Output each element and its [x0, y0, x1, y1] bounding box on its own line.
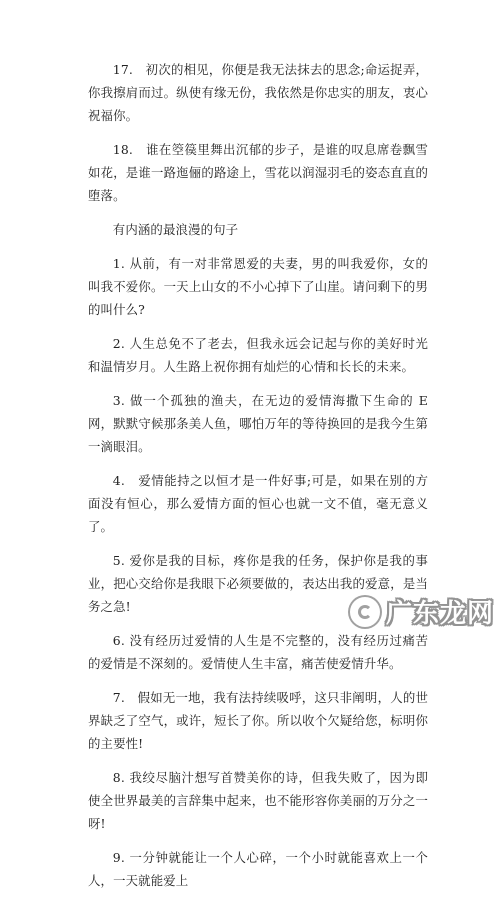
paragraph-17: 17. 初次的相见，你便是我无法抹去的思念;命运捉弄，你我擦肩而过。纵使有缘无份，我依然是你忠实的朋友，衷心祝福你。 — [88, 62, 428, 123]
section-heading: 有内涵的最浪漫的句子 — [112, 222, 239, 237]
paragraph-8: 8. 我绞尽脑汁想写首赞美你的诗，但我失败了，因为即使全世界最美的言辞集中起来，也不能形容你美丽的万分之一呀! — [88, 770, 428, 831]
paragraph-18: 18. 谁在箜篌里舞出沉郁的步子，是谁的叹息席卷飘雪如花，是谁一路迤俪的路途上，雪花以润湿羽毛的姿态直直的堕落。 — [88, 142, 428, 203]
paragraph-3: 3. 做一个孤独的渔夫，在无边的爱情海撒下生命的 E 网，默默守候那条美人鱼，哪怕万年的等待换回的是我今生第一滴眼泪。 — [88, 393, 428, 454]
paragraph-2: 2. 人生总免不了老去，但我永远会记起与你的美好时光和温情岁月。人生路上祝你拥有灿烂的心情和长长的未来。 — [88, 336, 428, 374]
watermark-text: 广东龙网 — [385, 599, 494, 629]
paragraph-9: 9. 一分钟就能让一个人心碎，一个小时就能喜欢上一个人，一天就能爱上 — [88, 850, 428, 888]
paragraph-1: 1. 从前，有一对非常恩爱的夫妻，男的叫我爱你，女的叫我不爱你。一天上山女的不小心掉下了山崖。请问剩下的男的叫什么? — [88, 256, 428, 317]
paragraph-4: 4. 爱情能持之以恒才是一件好事;可是，如果在别的方面没有恒心，那么爱情方面的恒心也就一文不值，毫无意义了。 — [88, 473, 428, 534]
article-body — [88, 58, 428, 903]
paragraph-5: 5. 爱你是我的目标，疼你是我的任务，保护你是我的事业，把心交给你是我眼下必须要做的，表达出我的爱意，是当务之急! — [88, 553, 428, 614]
paragraph-6: 6. 没有经历过爱情的人生是不完整的，没有经历过痛苦的爱情是不深刻的。爱情使人生丰富，痛苦使爱情升华。 — [88, 633, 428, 671]
paragraph-7: 7. 假如无一地，我有法持续吸呼，这只非阐明，人的世界缺乏了空气，或许，短长了你。所以收个欠疑给您，标明你的主要性! — [88, 690, 428, 751]
site-logo-icon — [350, 597, 380, 627]
site-watermark — [350, 593, 494, 630]
